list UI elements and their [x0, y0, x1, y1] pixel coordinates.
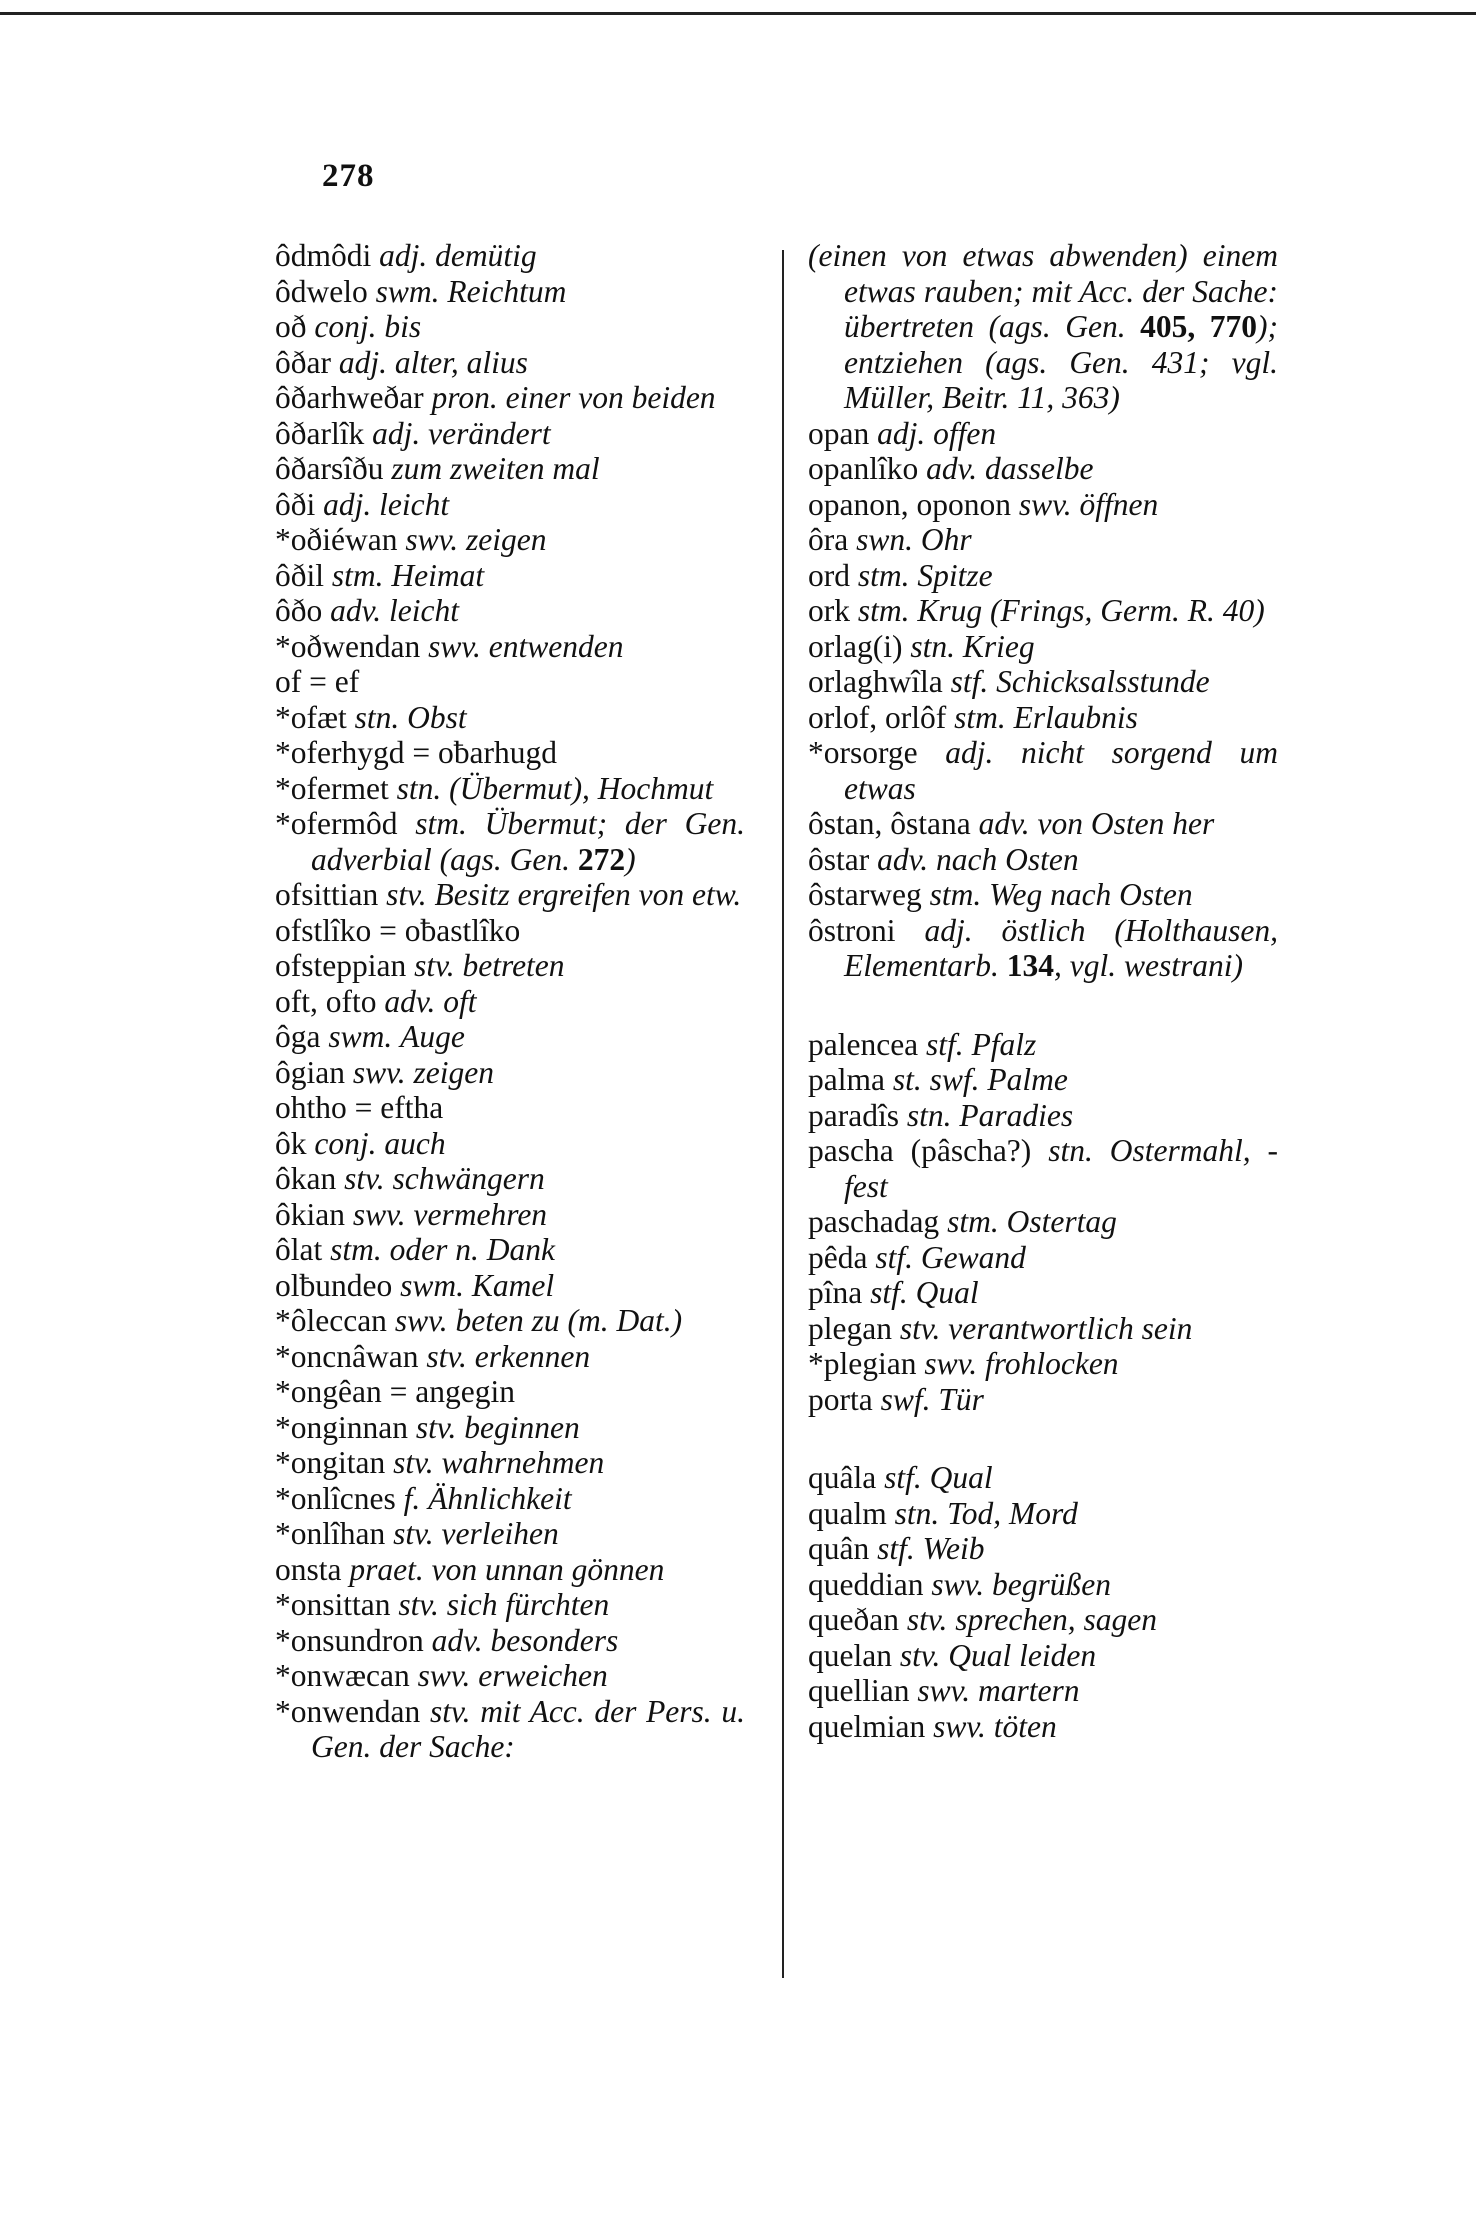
- headword: paradîs: [808, 1097, 899, 1133]
- headword: queðan: [808, 1602, 899, 1637]
- grammar-label: swv.: [352, 1196, 406, 1232]
- gloss: von Osten her: [1037, 806, 1215, 841]
- grammar-label: stv.: [414, 948, 455, 983]
- headword: ofsittian: [275, 877, 379, 912]
- dictionary-entry: [275, 238, 745, 274]
- grammar-label: stm.: [330, 1232, 382, 1267]
- headword: quellian: [808, 1673, 910, 1708]
- grammar-label: pron.: [431, 380, 498, 415]
- gloss: verleihen: [441, 1516, 559, 1551]
- grammar-label: swv.: [417, 1658, 471, 1693]
- dictionary-entry: [808, 842, 1278, 878]
- dictionary-entry: [808, 487, 1278, 523]
- gloss: Weib: [922, 1531, 985, 1566]
- headword: ôlat: [275, 1232, 323, 1267]
- dictionary-entry: [275, 913, 745, 949]
- gloss: verantwortlich sein: [948, 1310, 1193, 1346]
- dictionary-entry: [275, 309, 745, 345]
- gloss: oft: [443, 983, 477, 1019]
- gloss: nach Osten: [936, 841, 1079, 877]
- gloss: zum zweiten mal: [391, 451, 600, 486]
- left-column: [275, 238, 745, 1765]
- grammar-label: stf.: [870, 1275, 908, 1310]
- grammar-label: stv.: [393, 1445, 434, 1480]
- gloss: schwängern: [392, 1161, 545, 1196]
- grammar-label: stv.: [426, 1338, 467, 1374]
- gloss: Ostermahl, -fest: [844, 1133, 1278, 1204]
- grammar-label: swv.: [428, 628, 481, 664]
- headword: *ongêan = angegin: [275, 1374, 515, 1409]
- grammar-label: conj.: [314, 309, 377, 344]
- headword: ôra: [808, 522, 849, 557]
- headword: ôstroni: [808, 912, 896, 948]
- gloss: Tür: [938, 1381, 984, 1417]
- grammar-label: stv.: [429, 1693, 471, 1729]
- grammar-label: stv.: [393, 1516, 434, 1551]
- gloss: nicht sorgend um etwas: [844, 735, 1279, 806]
- gloss: Übermut; der Gen. adverbial (ags. Gen.: [311, 806, 745, 877]
- gloss: Krug (Frings, Germ. R. 40): [917, 593, 1265, 628]
- dictionary-entry: [808, 1709, 1278, 1745]
- dictionary-entry: [808, 558, 1278, 594]
- dictionary-entry: [808, 877, 1278, 913]
- gloss: demütig: [435, 238, 537, 273]
- grammar-label: stv.: [344, 1161, 385, 1196]
- headword: ôstarweg: [808, 877, 922, 912]
- gloss: östlich (Holthausen, Elementarb.: [844, 912, 1279, 983]
- dictionary-entry: [275, 1623, 745, 1659]
- gloss: leicht: [379, 486, 450, 522]
- page-number: 278: [322, 158, 375, 194]
- gloss: erkennen: [474, 1338, 591, 1374]
- grammar-label: swv.: [352, 1054, 406, 1090]
- headword: pîna: [808, 1275, 863, 1310]
- headword: palencea: [808, 1026, 919, 1062]
- dictionary-entry: [275, 1587, 745, 1623]
- headword: ôði: [275, 486, 316, 522]
- gloss: Erlaubnis: [1013, 699, 1138, 735]
- headword: *plegian: [808, 1346, 917, 1381]
- dictionary-entry: [275, 948, 745, 984]
- dictionary-entry: [808, 664, 1278, 700]
- dictionary-entry: [275, 1481, 745, 1517]
- dictionary-entry: [275, 1055, 745, 1091]
- headword: quân: [808, 1531, 870, 1566]
- headword: ord: [808, 557, 850, 593]
- headword: ofstlîko = oƀastlîko: [275, 912, 521, 948]
- grammar-label: stm.: [954, 699, 1006, 735]
- dictionary-entry: [275, 593, 745, 629]
- grammar-label: stv.: [899, 1310, 941, 1346]
- gloss: Qual leiden: [948, 1637, 1097, 1673]
- grammar-label: stm.: [415, 806, 467, 841]
- headword: olƀundeo: [275, 1267, 393, 1303]
- grammar-label: stn.: [396, 770, 442, 806]
- dictionary-entry: [808, 451, 1278, 487]
- gloss: Gewand: [920, 1239, 1026, 1275]
- column-divider: [782, 250, 784, 1978]
- gloss: Krieg: [962, 628, 1035, 664]
- grammar-label: swv.: [933, 1708, 986, 1744]
- gloss: Ohr: [920, 522, 972, 557]
- headword: *orsorge: [808, 735, 918, 770]
- headword: oð: [275, 309, 307, 344]
- dictionary-entry: [275, 1126, 745, 1162]
- grammar-label: swm.: [400, 1267, 465, 1303]
- headword: opan: [808, 415, 870, 451]
- headword: quelan: [808, 1637, 892, 1673]
- headword: ôgian: [275, 1054, 345, 1090]
- dictionary-entry: [808, 1602, 1278, 1638]
- dictionary-entry: [808, 1638, 1278, 1674]
- grammar-label: swm.: [328, 1019, 393, 1054]
- dictionary-entry: [275, 735, 745, 771]
- gloss: begrüßen: [992, 1566, 1111, 1602]
- headword: ork: [808, 593, 850, 628]
- grammar-label: adj.: [877, 415, 926, 451]
- headword: palma: [808, 1062, 885, 1097]
- gloss-tail: ); entziehen (ags. Gen. 431; vgl. Müller, Beitr. 11, 363): [844, 309, 1278, 415]
- headword: *ofermôd: [275, 806, 398, 841]
- grammar-label: stf.: [884, 1460, 922, 1495]
- dictionary-entry: [808, 629, 1278, 665]
- headword: orlof, orlôf: [808, 699, 947, 735]
- dictionary-entry: [275, 1197, 745, 1233]
- headword: ôdmôdi: [275, 238, 372, 273]
- dictionary-entry: [808, 1240, 1278, 1276]
- headword: of = ef: [275, 664, 360, 699]
- headword: *onlîhan: [275, 1516, 386, 1551]
- grammar-label: stm.: [857, 557, 910, 593]
- gloss: bis: [384, 309, 422, 344]
- dictionary-entry: [808, 913, 1278, 984]
- gloss: beginnen: [464, 1409, 580, 1445]
- headword: ohtho = eftha: [275, 1090, 444, 1125]
- dictionary-entry: [808, 1673, 1278, 1709]
- headword: *ôleccan: [275, 1303, 387, 1338]
- headword: *onlîcnes: [275, 1480, 396, 1516]
- grammar-label: swv.: [931, 1566, 985, 1602]
- grammar-label: stn.: [354, 699, 400, 735]
- gloss: Qual: [915, 1275, 979, 1310]
- dictionary-entry: [275, 1339, 745, 1375]
- headword: ofsteppian: [275, 948, 407, 983]
- headword: *onsittan: [275, 1587, 391, 1622]
- dictionary-entry: [808, 700, 1278, 736]
- headword: *oðwendan: [275, 628, 421, 664]
- grammar-label: swv.: [394, 1303, 448, 1338]
- headword: ôstar: [808, 841, 870, 877]
- headword: quelmian: [808, 1708, 926, 1744]
- grammar-label: stm.: [947, 1204, 999, 1239]
- grammar-label: stf.: [875, 1239, 913, 1275]
- gloss: Palme: [987, 1062, 1068, 1097]
- gloss: öffnen: [1079, 486, 1159, 522]
- gloss: Tod, Mord: [947, 1495, 1078, 1531]
- gloss: Paradies: [959, 1097, 1074, 1133]
- gloss: sprechen, sagen: [955, 1602, 1158, 1637]
- grammar-label: stv.: [899, 1637, 941, 1673]
- dictionary-entry: [808, 735, 1278, 806]
- dictionary-entry: [275, 345, 745, 381]
- grammar-label: adj.: [338, 344, 387, 380]
- headword: ôðar: [275, 344, 331, 380]
- headword: qualm: [808, 1495, 887, 1531]
- gloss: frohlocken: [985, 1346, 1119, 1381]
- headword: *onsundron: [275, 1622, 424, 1658]
- dictionary-entry: [275, 877, 745, 913]
- dictionary-entry: [275, 1232, 745, 1268]
- grammar-label: stn.: [910, 628, 955, 664]
- gloss: erweichen: [478, 1658, 608, 1693]
- headword: *oncnâwan: [275, 1338, 419, 1374]
- grammar-label: adv.: [978, 806, 1030, 841]
- headword: *oðiéwan: [275, 522, 398, 557]
- dictionary-entry: [275, 1019, 745, 1055]
- dictionary-entry: [808, 522, 1278, 558]
- dictionary-entry: [275, 700, 745, 736]
- gloss: von unnan gönnen: [431, 1551, 665, 1587]
- gloss: vermehren: [413, 1196, 548, 1232]
- gloss: beten zu (m. Dat.): [455, 1303, 683, 1338]
- headword: ôkian: [275, 1196, 345, 1232]
- headword: opanon, oponon: [808, 486, 1011, 522]
- headword: ôdwelo: [275, 273, 368, 309]
- grammar-label: adv.: [384, 983, 436, 1019]
- gloss: Heimat: [391, 557, 485, 593]
- gloss: dasselbe: [985, 451, 1094, 486]
- headword: pêda: [808, 1239, 868, 1275]
- dictionary-entry: [808, 1382, 1278, 1418]
- dictionary-entry: [808, 416, 1278, 452]
- dictionary-entry: [808, 1062, 1278, 1098]
- dictionary-entry: [275, 1694, 745, 1765]
- dictionary-entry: [275, 380, 745, 416]
- gloss-tail: , vgl. westrani): [1053, 948, 1243, 983]
- grammar-label: adv.: [431, 1622, 483, 1658]
- grammar-label: adj.: [379, 238, 428, 273]
- gloss: Auge: [400, 1019, 465, 1054]
- dictionary-entry: [808, 593, 1278, 629]
- headword: onsta: [275, 1551, 342, 1587]
- gloss: Weg nach Osten: [989, 877, 1193, 912]
- dictionary-entry: [808, 1496, 1278, 1532]
- dictionary-entry: [275, 416, 745, 452]
- dictionary-entry: [275, 984, 745, 1020]
- grammar-label: swv.: [405, 522, 459, 557]
- gloss: wahrnehmen: [441, 1445, 605, 1480]
- gloss: Qual: [929, 1460, 993, 1495]
- dictionary-entry: [808, 238, 1278, 416]
- gloss: Spitze: [917, 557, 993, 593]
- dictionary-entry: [275, 806, 745, 877]
- grammar-label: stn.: [1048, 1133, 1093, 1168]
- gloss: Pfalz: [971, 1026, 1037, 1062]
- grammar-label: f.: [403, 1480, 421, 1516]
- grammar-label: stv.: [398, 1587, 439, 1622]
- headword: orlaghwîla: [808, 664, 943, 699]
- gloss: (Übermut), Hochmut: [449, 770, 714, 806]
- headword: queddian: [808, 1566, 924, 1602]
- dictionary-entry: [275, 629, 745, 665]
- grammar-label: swv.: [924, 1346, 978, 1381]
- dictionary-entry: [275, 1552, 745, 1588]
- dictionary-entry: [275, 1658, 745, 1694]
- grammar-label: swv.: [917, 1673, 971, 1708]
- grammar-label: adv.: [926, 451, 978, 486]
- grammar-label: conj.: [314, 1125, 377, 1161]
- grammar-label: stf.: [926, 1026, 964, 1062]
- gloss: betreten: [462, 948, 565, 983]
- headword: oft, ofto: [275, 983, 377, 1019]
- dictionary-entry: [275, 558, 745, 594]
- dictionary-entry: [275, 771, 745, 807]
- gloss: Ostertag: [1006, 1204, 1117, 1239]
- headword: ôðarhweðar: [275, 380, 424, 415]
- grammar-label: swm.: [375, 273, 440, 309]
- dictionary-entry: [808, 1531, 1278, 1567]
- gloss: zeigen: [466, 522, 547, 557]
- gloss: Kamel: [471, 1267, 555, 1303]
- grammar-label: stm.: [857, 593, 910, 628]
- dictionary-entry: [808, 1275, 1278, 1311]
- headword: pascha (pâscha?): [808, 1133, 1032, 1168]
- gloss: Besitz ergreifen von etw.: [434, 877, 742, 912]
- dictionary-entry: [275, 1516, 745, 1552]
- gloss: sich fürchten: [446, 1587, 610, 1622]
- gloss: Reichtum: [447, 273, 567, 309]
- dictionary-entry: [808, 1460, 1278, 1496]
- dictionary-entry: [808, 1133, 1278, 1204]
- gloss: alter, alius: [394, 344, 528, 380]
- headword: ôkan: [275, 1161, 337, 1196]
- dictionary-entry: [275, 451, 745, 487]
- headword: *ofæt: [275, 699, 347, 735]
- headword: plegan: [808, 1310, 892, 1346]
- grammar-label: adj.: [924, 912, 973, 948]
- dictionary-entry: [275, 1445, 745, 1481]
- headword: ôðarlîk: [275, 415, 365, 451]
- grammar-label: st. swf.: [892, 1062, 980, 1097]
- gloss: Obst: [407, 699, 467, 735]
- dictionary-entry: [275, 664, 745, 700]
- gloss-tail: ): [625, 841, 636, 877]
- headword: opanlîko: [808, 451, 919, 486]
- dictionary-entry: [275, 1410, 745, 1446]
- gloss: martern: [978, 1673, 1080, 1708]
- grammar-label: stv.: [906, 1602, 948, 1637]
- dictionary-entry: [808, 1027, 1278, 1063]
- gloss: einer von beiden: [505, 380, 716, 415]
- gloss: auch: [384, 1125, 446, 1161]
- headword: *onwendan: [275, 1693, 421, 1729]
- dictionary-entry: [808, 1346, 1278, 1382]
- grammar-label: adv.: [877, 841, 929, 877]
- gloss: zeigen: [413, 1054, 495, 1090]
- headword: quâla: [808, 1460, 877, 1495]
- headword: orlag(i): [808, 628, 903, 664]
- grammar-label: stm.: [929, 877, 982, 912]
- gloss: besonders: [490, 1622, 619, 1658]
- grammar-label: stn.: [894, 1495, 940, 1531]
- grammar-label: stv.: [386, 877, 427, 912]
- dictionary-entry: [275, 274, 745, 310]
- gloss: Schicksalsstunde: [996, 664, 1210, 699]
- grammar-label: stv.: [415, 1409, 457, 1445]
- gloss: töten: [993, 1708, 1057, 1744]
- reference-number: 134: [1006, 948, 1054, 983]
- grammar-label: praet.: [349, 1551, 424, 1587]
- grammar-label: adj.: [323, 486, 372, 522]
- dictionary-entry: [808, 1204, 1278, 1240]
- grammar-label: stf.: [877, 1531, 915, 1566]
- dictionary-entry: [808, 1311, 1278, 1347]
- dictionary-entry: [275, 1090, 745, 1126]
- gloss: entwenden: [488, 628, 624, 664]
- grammar-label: adj.: [372, 415, 421, 451]
- dictionary-entry: [275, 1161, 745, 1197]
- headword: ôga: [275, 1019, 321, 1054]
- grammar-label: stf.: [950, 664, 989, 699]
- gloss: verändert: [428, 415, 551, 451]
- grammar-label: stm.: [331, 557, 384, 593]
- reference-number: 272: [577, 841, 626, 877]
- gloss: leicht: [389, 593, 459, 628]
- gloss: Ähnlichkeit: [428, 1480, 572, 1516]
- headword: ôðarsîðu: [275, 451, 384, 486]
- gloss: oder n. Dank: [389, 1232, 555, 1267]
- headword: *ongitan: [275, 1445, 386, 1480]
- headword: ôðo: [275, 593, 323, 628]
- headword: *onginnan: [275, 1409, 408, 1445]
- right-column: [808, 238, 1278, 1744]
- top-rule: [0, 12, 1476, 15]
- reference-number: 405, 770: [1140, 309, 1258, 344]
- grammar-label: adj.: [945, 735, 994, 770]
- dictionary-entry: [275, 1374, 745, 1410]
- headword: *oferhygd = oƀarhugd: [275, 735, 557, 770]
- headword: paschadag: [808, 1204, 940, 1239]
- dictionary-entry: [275, 1303, 745, 1339]
- grammar-label: stn.: [906, 1097, 952, 1133]
- headword: ôk: [275, 1125, 307, 1161]
- headword: ôstan, ôstana: [808, 806, 971, 841]
- grammar-label: swv.: [1018, 486, 1072, 522]
- headword: *ofermet: [275, 770, 389, 806]
- dictionary-entry: [808, 806, 1278, 842]
- grammar-label: swn.: [856, 522, 914, 557]
- gloss: mit Acc. der Pers. u. Gen. der Sache:: [311, 1693, 746, 1764]
- headword: ôðil: [275, 557, 325, 593]
- gloss: (einen von etwas abwenden) einem etwas rauben; mit Acc. der Sache: übertreten (ags. Gen.: [808, 238, 1278, 344]
- dictionary-entry: [275, 1268, 745, 1304]
- gloss: offen: [933, 415, 997, 451]
- headword: porta: [808, 1381, 873, 1417]
- dictionary-entry: [275, 487, 745, 523]
- dictionary-entry: [808, 1098, 1278, 1134]
- dictionary-entry: [275, 522, 745, 558]
- headword: *onwæcan: [275, 1658, 410, 1693]
- grammar-label: swf.: [880, 1381, 931, 1417]
- dictionary-entry: [808, 1567, 1278, 1603]
- grammar-label: adv.: [330, 593, 382, 628]
